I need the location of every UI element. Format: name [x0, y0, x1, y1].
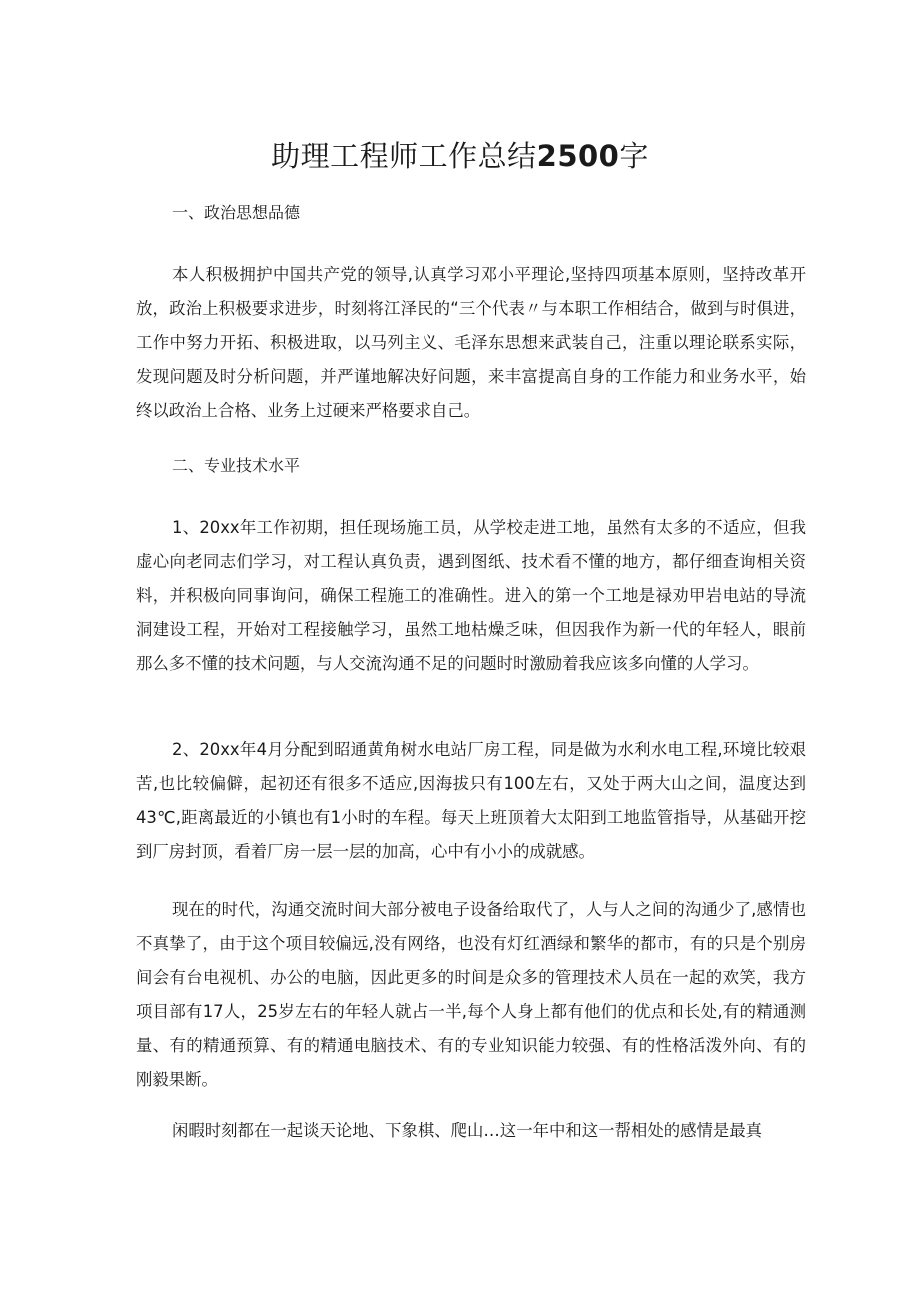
paragraph-communication: 现在的时代，沟通交流时间大部分被电子设备给取代了，人与人之间的沟通少了,感情也不真挚了，由于这个项目较偏远,没有网络，也没有灯红酒绿和繁华的都市，有的只是个别房间会有台电视机、办公的电脑，因此更多的时间是众多的管理技术人员在一起的欢笑，我方项目部有17人，25岁左右的年轻人就占一半,每个人身上都有他们的优点和长处,有的精通测量、有的精通预算、有的精通电脑技术、有的专业知识能力较强、有的性格活泼外向、有的刚毅果断。 — [136, 900, 806, 1089]
paragraph-leisure: 闲暇时刻都在一起谈天论地、下象棋、爬山…这一年中和这一帮相处的感情是最真 — [172, 1121, 763, 1140]
section-heading-politics: 一、政治思想品德 — [172, 203, 301, 222]
title-number: 2500 — [536, 139, 620, 173]
title-prefix: 助理工程师工作总结 — [271, 139, 537, 173]
document-title — [0, 136, 920, 176]
section-heading-technical: 二、专业技术水平 — [172, 456, 301, 475]
paragraph-zhaotong-project: 2、20xx年4月分配到昭通黄角树水电站厂房工程，同是做为水利水电工程,环境比较艰苦,也比较偏僻，起初还有很多不适应,因海拔只有100左右，又处于两大山之间，温度达到43℃,距离最近的小镇也有1小时的车程。每天上班顶着大太阳到工地监管指导，从基础开挖到厂房封顶，看着厂房一层一层的加高，心中有小小的成就感。 — [136, 740, 806, 861]
title-suffix: 字 — [619, 139, 649, 173]
paragraph-work-start: 1、20xx年工作初期，担任现场施工员，从学校走进工地，虽然有太多的不适应，但我虚心向老同志们学习，对工程认真负责，遇到图纸、技术看不懂的地方，都仔细查询相关资料，并积极向同事询问，确保工程施工的准确性。进入的第一个工地是禄劝甲岩电站的导流洞建设工程，开始对工程接触学习，虽然工地枯燥乏味，但因我作为新一代的年轻人，眼前那么多不懂的技术问题，与人交流沟通不足的问题时时激励着我应该多向懂的人学习。 — [136, 518, 806, 673]
paragraph-politics: 本人积极拥护中国共产党的领导,认真学习邓小平理论,坚持四项基本原则，坚持改革开放，政治上积极要求进步，时刻将江泽民的“三个代表〃与本职工作相结合，做到与时俱进，工作中努力开拓、积极进取，以马列主义、毛泽东思想来武装自己，注重以理论联系实际，发现问题及时分析问题，并严谨地解决好问题，来丰富提高自身的工作能力和业务水平，始终以政治上合格、业务上过硬来严格要求自己。 — [136, 265, 806, 420]
